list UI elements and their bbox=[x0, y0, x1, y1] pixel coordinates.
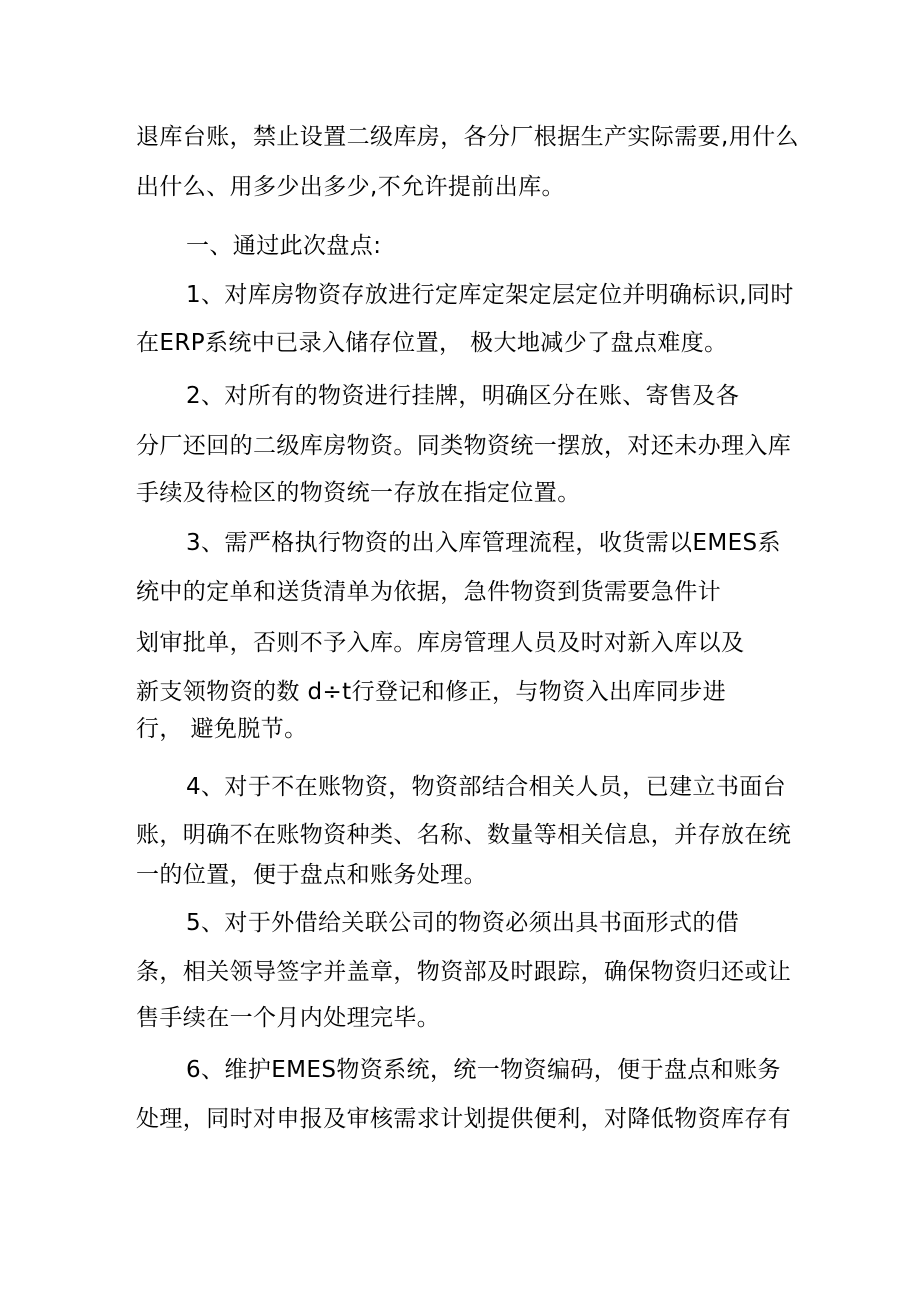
text-line: 退库台账，禁止设置二级库房，各分厂根据生产实际需要,用什么 bbox=[136, 124, 799, 150]
text-line: 统中的定单和送货清单为依据，急件物资到货需要急件计 bbox=[136, 579, 721, 605]
text-line: 4、对于不在账物资，物资部结合相关人员，已建立书面台 bbox=[186, 774, 787, 800]
text-line: 5、对于外借给关联公司的物资必须出具书面形式的借 bbox=[186, 910, 740, 936]
text-line: 售手续在一个月内处理完毕。 bbox=[136, 1005, 441, 1031]
text-line: 账，明确不在账物资种类、名称、数量等相关信息，并存放在统 bbox=[136, 822, 792, 848]
text-line: 手续及待检区的物资统一存放在指定位置。 bbox=[136, 480, 581, 506]
text-line: 处理，同时对申报及审核需求计划提供便利，对降低物资库存有 bbox=[136, 1106, 792, 1132]
text-line: 行， 避免脱节。 bbox=[136, 716, 308, 742]
text-line: 新支领物资的数 d÷t行登记和修正，与物资入出库同步进 bbox=[136, 679, 726, 705]
text-line: 条，相关领导签字并盖章，物资部及时跟踪，确保物资归还或让 bbox=[136, 959, 792, 985]
text-line: 3、需严格执行物资的出入库管理流程，收货需以EMES系 bbox=[186, 530, 781, 556]
text-line: 2、对所有的物资进行挂牌，明确区分在账、寄售及各 bbox=[186, 383, 740, 409]
text-line: 6、维护EMES物资系统，统一物资编码，便于盘点和账务 bbox=[186, 1057, 781, 1083]
text-line: 出什么、用多少出多少,不允许提前出库。 bbox=[136, 174, 565, 200]
text-line: 在ERP系统中已录入储存位置， 极大地减少了盘点难度。 bbox=[136, 330, 728, 356]
text-line: 分厂还回的二级库房物资。同类物资统一摆放，对还未办理入库 bbox=[136, 433, 792, 459]
section-heading: 一、通过此次盘点: bbox=[186, 233, 382, 259]
text-line: 1、对库房物资存放进行定库定架定层定位并明确标识,同时 bbox=[186, 282, 794, 308]
text-line: 划审批单，否则不予入库。库房管理人员及时对新入库以及 bbox=[136, 630, 745, 656]
text-line: 一的位置，便于盘点和账务处理。 bbox=[136, 862, 487, 888]
